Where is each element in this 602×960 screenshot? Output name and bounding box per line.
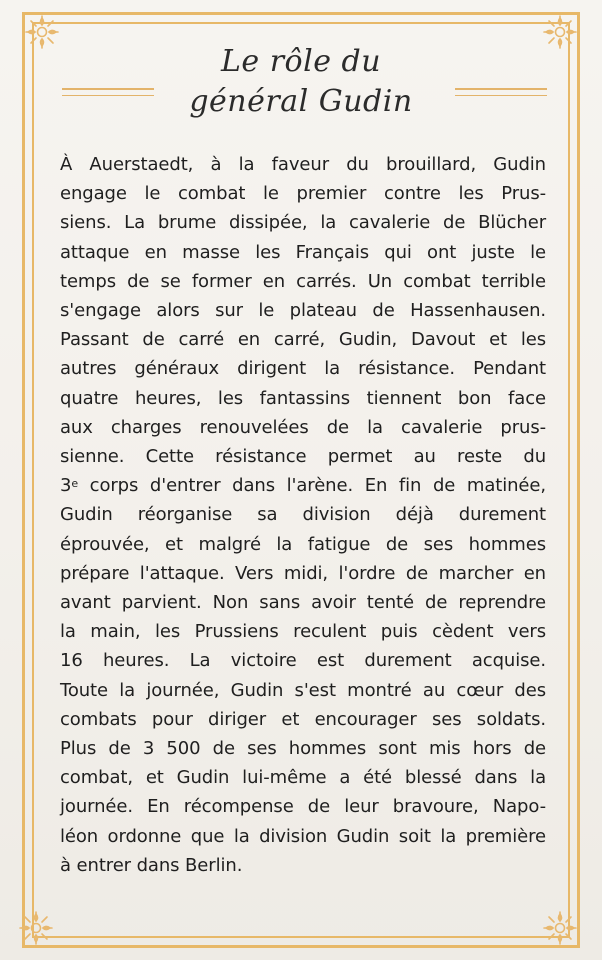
text-line: temps de se former en carrés. Un combat terrible bbox=[60, 270, 546, 292]
text-line: avant parvient. Non sans avoir tenté de reprendre bbox=[60, 592, 546, 614]
text-line: quatre heures, les fantassins tiennent bon face bbox=[60, 387, 546, 409]
text-line: léon ordonne que la division Gudin soit la première bbox=[60, 825, 546, 847]
body-paragraph bbox=[60, 150, 546, 880]
corner-ornament-icon bbox=[22, 12, 62, 52]
ordinal-suffix: e bbox=[71, 477, 79, 491]
text-line: 16 heures. La victoire est durement acquise. bbox=[60, 650, 546, 672]
text-line: sienne. Cette résistance permet au reste du bbox=[60, 446, 546, 468]
text-line: aux charges renouvelées de la cavalerie prus- bbox=[60, 416, 546, 438]
ordinal-number: 3 bbox=[60, 475, 72, 497]
title-rule-left bbox=[62, 88, 154, 90]
corner-ornament-icon bbox=[540, 908, 580, 948]
corner-ornament-icon bbox=[16, 908, 56, 948]
text-line: Toute la journée, Gudin s'est montré au cœur des bbox=[60, 679, 546, 701]
title-line-1: Le rôle du bbox=[220, 44, 382, 79]
title-line-2: général Gudin bbox=[189, 84, 413, 119]
text-line bbox=[60, 471, 546, 500]
text-line-rest: corps d'entrer dans l'arène. En fin de matinée, bbox=[89, 475, 547, 497]
text-line: éprouvée, et malgré la fatigue de ses hommes bbox=[60, 533, 546, 555]
text-line: Plus de 3 500 de ses hommes sont mis hors de bbox=[60, 738, 546, 760]
text-line: attaque en masse les Français qui ont juste le bbox=[60, 241, 546, 263]
title-rule-right bbox=[455, 88, 547, 90]
text-line: journée. En récompense de leur bravoure, Napo- bbox=[60, 796, 546, 818]
text-line: combats pour diriger et encourager ses soldats. bbox=[60, 708, 546, 730]
text-line: engage le combat le premier contre les Prus- bbox=[60, 183, 546, 205]
text-line: combat, et Gudin lui-même a été blessé dans la bbox=[60, 767, 546, 789]
corner-ornament-icon bbox=[540, 12, 580, 52]
text-line: siens. La brume dissipée, la cavalerie de Blücher bbox=[60, 212, 546, 234]
text-line: autres généraux dirigent la résistance. Pendant bbox=[60, 358, 546, 380]
text-line: À Auerstaedt, à la faveur du brouillard, Gudin bbox=[60, 154, 546, 175]
text-line: Gudin réorganise sa division déjà durement bbox=[60, 504, 546, 526]
text-line: prépare l'attaque. Vers midi, l'ordre de marcher en bbox=[60, 562, 546, 584]
title-rule-left-thin bbox=[62, 95, 154, 96]
text-line: s'engage alors sur le plateau de Hassenhausen. bbox=[60, 300, 546, 322]
text-line: à entrer dans Berlin. bbox=[60, 854, 243, 876]
title-rule-right-thin bbox=[455, 95, 547, 96]
page-title bbox=[120, 42, 482, 122]
text-line: la main, les Prussiens reculent puis cèdent vers bbox=[60, 621, 546, 643]
text-line: Passant de carré en carré, Gudin, Davout et les bbox=[60, 329, 546, 351]
